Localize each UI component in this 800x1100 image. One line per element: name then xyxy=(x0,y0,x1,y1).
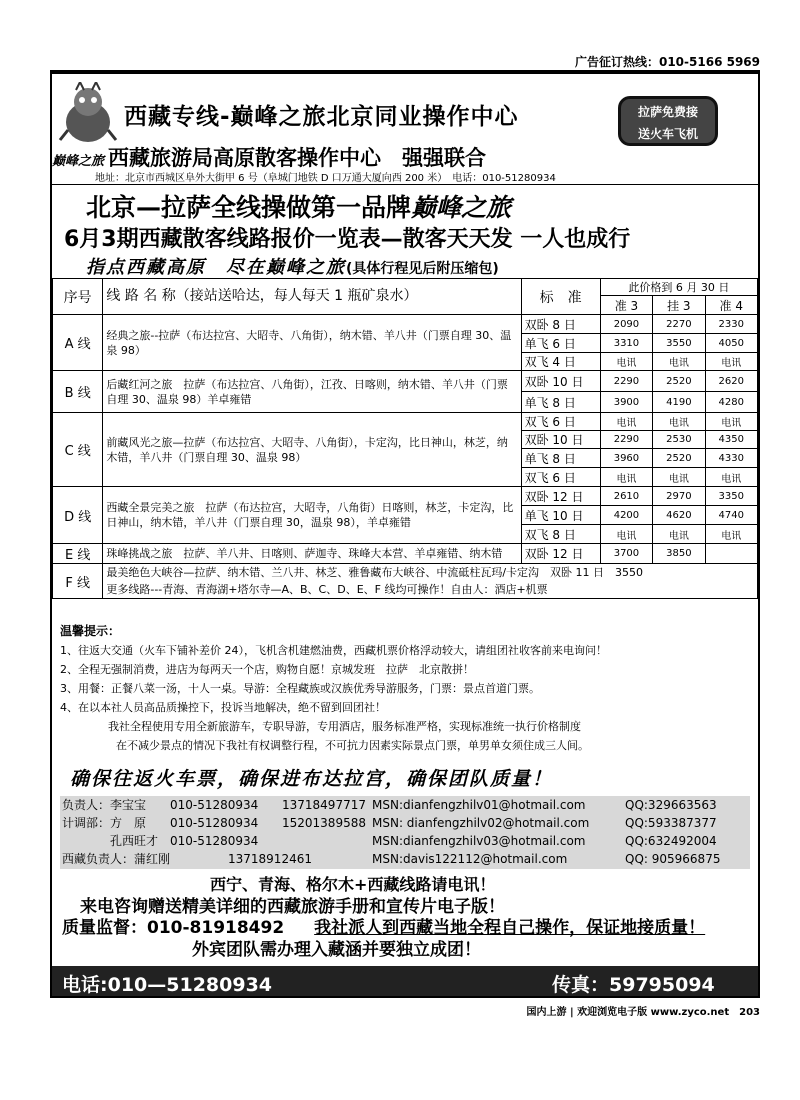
standard-days: 单飞 6 日 xyxy=(521,334,600,353)
route-description: 后藏红河之旅 拉萨（布达拉宫、八角街），江孜、日喀则，纳木错、羊八井（门票自理 30、温泉 98）羊卓雍错 xyxy=(103,371,521,413)
tier-3: 准 4 xyxy=(705,296,757,315)
headline-brand: 巅峰之旅 xyxy=(411,193,512,222)
contact-msn: MSN:dianfengzhilv01@hotmail.com xyxy=(372,798,586,812)
tip-5: 我社全程使用专用全新旅游车，专职导游，专用酒店，服务标准严格，实现标准统一执行价格制度 xyxy=(108,720,581,733)
standard-days: 双飞 6 日 xyxy=(521,413,600,431)
contact-msn: MSN:dianfengzhilv03@hotmail.com xyxy=(372,834,586,848)
divider xyxy=(52,184,758,185)
contact-role: 西藏负责人：蒲红刚 xyxy=(62,852,171,866)
agency-subtitle xyxy=(52,142,486,172)
price-cell: 电讯 xyxy=(653,468,705,487)
subheadline: 6月3期西藏散客线路报价一览表—散客天天发 一人也成行 xyxy=(64,227,631,252)
address: 地址：北京市西城区阜外大街甲 6 号（阜城门地铁 D 口万通大厦向西 200 米） 电话：010-51280934 xyxy=(95,173,556,184)
price-cell: 4280 xyxy=(705,392,757,413)
price-cell: 2530 xyxy=(653,431,705,449)
contact-qq: QQ:329663563 xyxy=(625,798,717,812)
standard-days: 双飞 6 日 xyxy=(521,468,600,487)
motto-note: (具体行程见后附压缩包) xyxy=(346,261,499,277)
route-description: 经典之旅--拉萨（布达拉宫、大昭寺、八角街），纳木错、羊八井（门票自理 30、温泉 98） xyxy=(103,315,521,371)
tip-2: 2、全程无强制消费，进店为每两天一个店，购物自愿！京城发班 拉萨 北京散拼！ xyxy=(60,663,474,676)
route-note: 西宁、青海、格尔木+西藏线路请电讯！ xyxy=(210,875,496,894)
headline xyxy=(86,188,511,224)
contact-tel: 010-51280934 xyxy=(170,798,259,812)
route-description: 西藏全景完美之旅 拉萨（布达拉宫，大昭寺，八角街）日喀则，林芝，卡定沟，比日神山，纳木错，羊八井（门票自理 30，温泉 98），羊卓雍错 xyxy=(103,487,521,544)
line-number: D 线 xyxy=(53,487,103,544)
price-cell: 2970 xyxy=(653,487,705,506)
header-standard: 标 准 xyxy=(521,279,600,315)
table-row-f xyxy=(53,564,758,599)
price-cell: 2610 xyxy=(600,487,652,506)
tier-1: 准 3 xyxy=(600,296,652,315)
price-cell: 电讯 xyxy=(600,468,652,487)
price-cell: 电讯 xyxy=(600,525,652,544)
table-header-row xyxy=(53,279,758,296)
agency-title: 西藏专线-巅峰之旅北京同业操作中心 xyxy=(124,104,519,130)
standard-days: 单飞 8 日 xyxy=(521,392,600,413)
standard-days: 双卧 10 日 xyxy=(521,371,600,392)
price-cell: 3700 xyxy=(600,544,652,564)
contact-mobile: 13718497717 xyxy=(282,798,366,812)
free-pickup-badge xyxy=(618,96,718,146)
standard-days: 双飞 4 日 xyxy=(521,353,600,371)
tip-6: 在不减少景点的情况下我社有权调整行程，不可抗力因素实际景点门票，单男单女须住成三人间。 xyxy=(116,739,589,752)
contact-tel: 010-51280934 xyxy=(170,816,259,830)
header-no: 序号 xyxy=(53,279,103,315)
footer-phone: 电话:010—51280934 xyxy=(62,974,273,996)
price-cell: 4350 xyxy=(705,431,757,449)
price-cell: 2620 xyxy=(705,371,757,392)
table-row xyxy=(53,413,758,431)
price-cell: 3350 xyxy=(705,487,757,506)
header-valid: 此价格到 6 月 30 日 xyxy=(600,279,757,296)
price-cell: 电讯 xyxy=(705,413,757,431)
brand-mark: 巅峰之旅 xyxy=(52,154,105,169)
price-cell: 3850 xyxy=(653,544,705,564)
price-cell: 2330 xyxy=(705,315,757,334)
table-row xyxy=(53,544,758,564)
price-cell: 4620 xyxy=(653,506,705,525)
ad-hotline: 广告征订热线：010-5166 5969 xyxy=(574,55,760,69)
standard-days: 双卧 12 日 xyxy=(521,544,600,564)
slogan: 确保往返火车票，确保进布达拉宫，确保团队质量！ xyxy=(70,768,554,790)
route-description: 珠峰挑战之旅 拉萨、羊八井、日喀则、萨迦寺、珠峰大本营、羊卓雍错、纳木错 xyxy=(103,544,521,564)
price-cell: 4200 xyxy=(600,506,652,525)
standard-days: 双卧 8 日 xyxy=(521,315,600,334)
motto xyxy=(86,253,499,279)
line-number: B 线 xyxy=(53,371,103,413)
contact-role: 孔西旺才 xyxy=(62,834,159,848)
standard-days: 单飞 10 日 xyxy=(521,506,600,525)
price-cell: 2270 xyxy=(653,315,705,334)
tip-4: 4、在以本社人员高品质操控下，投诉当地解决，绝不留到回团社！ xyxy=(60,701,386,714)
price-cell: 电讯 xyxy=(705,353,757,371)
price-cell: 4330 xyxy=(705,449,757,468)
price-cell: 3960 xyxy=(600,449,652,468)
f-line-route: 最美绝色大峡谷—拉萨、纳木错、兰八井、林芝、雅鲁藏布大峡谷、中流砥柱瓦玛/卡定沟 双卧 11 日 3550 xyxy=(106,566,644,579)
price-cell: 2290 xyxy=(600,371,652,392)
standard-days: 双卧 12 日 xyxy=(521,487,600,506)
price-cell: 4190 xyxy=(653,392,705,413)
tips-section xyxy=(60,622,750,755)
mascot-logo-icon xyxy=(58,82,118,146)
contact-qq: QQ:593387377 xyxy=(625,816,717,830)
subtitle-text: 西藏旅游局高原散客操作中心 强强联合 xyxy=(108,146,487,170)
price-cell: 4740 xyxy=(705,506,757,525)
price-cell: 电讯 xyxy=(600,353,652,371)
line-number: E 线 xyxy=(53,544,103,564)
header-route: 线 路 名 称（接站送哈达，每人每天 1 瓶矿泉水） xyxy=(103,279,521,315)
contact-role: 负责人：李宝宝 xyxy=(62,798,147,812)
tips-title: 温馨提示： xyxy=(60,624,121,638)
more-routes: 更多线路---青海、青海湖+塔尔寺—A、B、C、D、E、F 线均可操作！自由人：酒店+机票 xyxy=(106,583,548,596)
tip-1: 1、往返大交通（火车下铺补差价 24），飞机含机建燃油费，西藏机票价格浮动较大，请组团社收客前来电询问！ xyxy=(60,644,607,657)
price-cell: 2290 xyxy=(600,431,652,449)
tip-3: 3、用餐：正餐八菜一汤，十人一桌。导游：全程藏族或汉族优秀导游服务，门票：景点首道门票。 xyxy=(60,682,540,695)
table-row xyxy=(53,487,758,506)
table-row xyxy=(53,371,758,392)
price-table xyxy=(52,278,758,599)
standard-days: 双卧 10 日 xyxy=(521,431,600,449)
route-description: 前藏风光之旅—拉萨（布达拉宫、大昭寺、八角街），卡定沟，比日神山，林芝，纳木错，羊八井（门票自理 30、温泉 98） xyxy=(103,413,521,487)
headline-text: 北京—拉萨全线操做第一品牌 xyxy=(86,193,412,222)
foreigner-note: 外宾团队需办理入藏涵并要独立成团！ xyxy=(192,940,481,960)
line-number: F 线 xyxy=(53,564,103,599)
price-cell: 电讯 xyxy=(705,525,757,544)
quality-hotline: 质量监督：010-81918492 xyxy=(62,918,285,938)
footer-bar xyxy=(52,966,758,996)
price-cell: 3900 xyxy=(600,392,652,413)
table-row xyxy=(53,315,758,334)
contact-msn: MSN: dianfengzhilv02@hotmail.com xyxy=(372,816,590,830)
standard-days: 双飞 8 日 xyxy=(521,525,600,544)
contact-role: 计调部：方 原 xyxy=(62,816,147,830)
quality-promise: 我社派人到西藏当地全程自己操作，保证地接质量！ xyxy=(314,918,706,938)
contact-qq: QQ:632492004 xyxy=(625,834,717,848)
price-cell: 3550 xyxy=(653,334,705,353)
standard-days: 单飞 8 日 xyxy=(521,449,600,468)
price-cell: 4050 xyxy=(705,334,757,353)
price-cell xyxy=(705,544,757,564)
motto-text: 指点西藏高原 尽在巅峰之旅 xyxy=(86,257,346,278)
contact-box xyxy=(60,796,750,869)
brochure-note: 来电咨询赠送精美详细的西藏旅游手册和宣传片电子版！ xyxy=(80,897,505,917)
badge-line-1: 拉萨免费接 xyxy=(637,105,698,119)
contact-mobile: 13718912461 xyxy=(228,852,312,866)
badge-line-2: 送火车飞机 xyxy=(637,127,698,141)
price-cell: 2520 xyxy=(653,371,705,392)
price-cell: 2090 xyxy=(600,315,652,334)
line-number: A 线 xyxy=(53,315,103,371)
contact-tel: 010-51280934 xyxy=(170,834,259,848)
price-cell: 2520 xyxy=(653,449,705,468)
price-cell: 电讯 xyxy=(705,468,757,487)
price-cell: 3310 xyxy=(600,334,652,353)
page-footer: 国内上游 | 欢迎浏览电子版 www.zyco.net 203 xyxy=(526,1007,760,1018)
tier-2: 挂 3 xyxy=(653,296,705,315)
contact-mobile: 15201389588 xyxy=(282,816,366,830)
contact-msn: MSN:davis122112@hotmail.com xyxy=(372,852,568,866)
line-number: C 线 xyxy=(53,413,103,487)
f-line-description xyxy=(103,564,758,599)
price-cell: 电讯 xyxy=(653,525,705,544)
price-cell: 电讯 xyxy=(600,413,652,431)
footer-fax: 传真：59795094 xyxy=(552,974,715,996)
price-cell: 电讯 xyxy=(653,413,705,431)
contact-qq: QQ: 905966875 xyxy=(625,852,721,866)
price-cell: 电讯 xyxy=(653,353,705,371)
